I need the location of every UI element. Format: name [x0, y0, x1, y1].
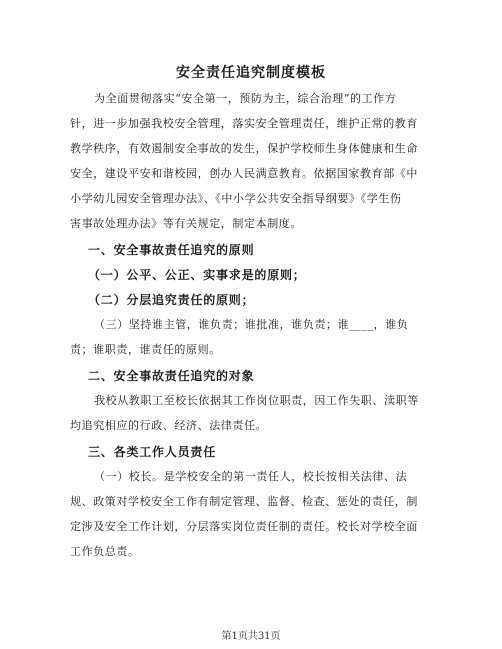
intro-line: 小学幼儿园安全管理办法》、《中小学公共安全指导纲要》《学生伤: [70, 192, 402, 205]
intro-line: 为全面贯彻落实“安全第一，预防为主，综合治理”的工作方: [94, 92, 397, 105]
section-2-line: 我校从教职工至校长依据其工作岗位职责，因工作失职、渎职等: [94, 394, 419, 407]
item-3-line: （三）坚持谁主管，谁负责；谁批准，谁负责；谁____，谁负: [94, 318, 409, 331]
section-2-line: 均追究相应的行政、经济、法律责任。: [70, 419, 268, 432]
section-3-heading: 三、各类工作人员责任: [88, 445, 217, 459]
section-1-item-3: [70, 312, 436, 362]
item-3-line: 责；谁职责，谁责任的原则。: [70, 343, 221, 356]
section-3-line: （一）校长。是学校安全的第一责任人，校长按相关法律、法: [94, 470, 408, 483]
section-2-heading: 二、安全事故责任追究的对象: [88, 369, 255, 383]
section-1-heading: 一、安全事故责任追究的原则: [88, 243, 255, 257]
section-1-item-2: （二）分层追究责任的原则；: [88, 293, 255, 307]
intro-line: 害事故处理办法》等有关规定，制定本制度。: [70, 217, 302, 230]
section-3-body: [70, 464, 436, 564]
document-title: 安全责任追究制度模板: [176, 65, 326, 81]
section-3-line: 规、政策对学校安全工作有制定管理、监督、检查、惩处的责任，制: [70, 495, 418, 508]
intro-line: 针，进一步加强我校安全管理，落实安全管理责任，维护正常的教育: [70, 117, 418, 130]
page-footer: 第1页共31页: [221, 631, 281, 642]
intro-line: 教学秩序，有效遏制安全事故的发生，保护学校师生身体健康和生命: [70, 142, 418, 155]
section-2-body: [70, 388, 436, 438]
section-3-line: 定涉及安全工作计划，分层落实岗位责任制的责任。校长对学校全面: [70, 520, 418, 533]
intro-paragraph: [70, 86, 436, 236]
section-3-line: 工作负总责。: [70, 545, 140, 558]
intro-line: 安全，建设平安和谐校园，创办人民满意教育。依据国家教育部《中: [70, 167, 418, 180]
section-1-item-1: （一）公平、公正、实事求是的原则；: [88, 268, 306, 282]
